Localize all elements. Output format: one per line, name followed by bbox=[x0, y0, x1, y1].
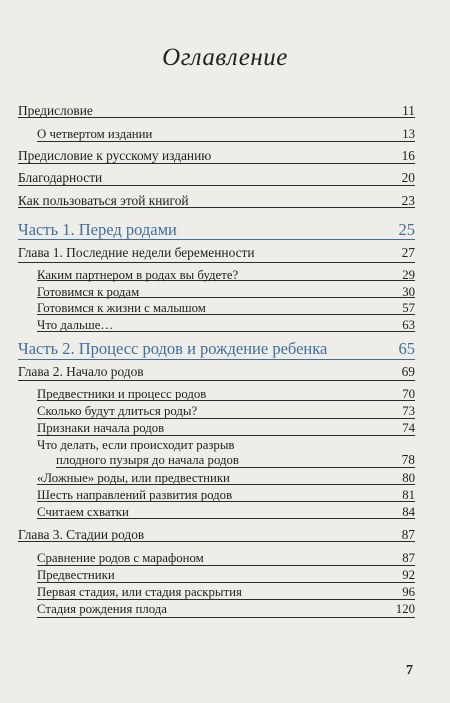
toc-entry-label: Сравнение родов с марафоном bbox=[37, 551, 204, 565]
toc-entry-page: 63 bbox=[402, 318, 415, 332]
toc-entry-label: Глава 1. Последние недели беременности bbox=[18, 245, 255, 260]
toc-entry-label: Благодарности bbox=[18, 170, 103, 185]
toc-entry bbox=[0, 126, 450, 144]
toc-entry bbox=[0, 103, 450, 121]
toc-entry-label: Как пользоваться этой книгой bbox=[18, 193, 189, 208]
toc-leader-rule bbox=[37, 435, 415, 436]
toc-entry-page: 23 bbox=[401, 193, 415, 208]
toc-entry-page: 57 bbox=[402, 301, 415, 315]
toc-leader-rule bbox=[18, 163, 415, 164]
toc-entry-label: Предвестники bbox=[37, 568, 115, 582]
toc-entry-page: 13 bbox=[402, 127, 415, 141]
toc-leader-rule bbox=[37, 518, 415, 519]
toc-entry bbox=[0, 470, 450, 488]
toc-entry-page: 27 bbox=[401, 245, 415, 260]
toc-entry-page: 16 bbox=[401, 148, 415, 163]
toc-entry bbox=[0, 584, 450, 602]
toc-entry-label: О четвертом издании bbox=[37, 127, 153, 141]
toc-leader-rule bbox=[37, 599, 415, 600]
toc-entry-label: Считаем схватки bbox=[37, 505, 129, 519]
toc-entry-page: 25 bbox=[398, 220, 415, 239]
toc-leader-rule bbox=[37, 314, 415, 315]
toc-entry-label: Первая стадия, или стадия раскрытия bbox=[37, 585, 242, 599]
toc-leader-rule bbox=[18, 380, 415, 381]
toc-leader-rule bbox=[18, 239, 415, 240]
toc-leader-rule bbox=[56, 467, 415, 468]
toc-entry-page: 84 bbox=[402, 505, 415, 519]
toc-entry-label: плодного пузыря до начала родов bbox=[56, 453, 239, 467]
toc-leader-rule bbox=[37, 141, 415, 142]
toc-entry bbox=[0, 550, 450, 568]
toc-entry-page: 78 bbox=[401, 452, 415, 467]
toc-entry bbox=[0, 504, 450, 522]
toc-entry-page: 74 bbox=[402, 421, 415, 435]
toc-entry bbox=[0, 527, 450, 545]
toc-leader-rule bbox=[37, 280, 415, 281]
toc-leader-rule bbox=[18, 207, 415, 208]
toc-entry bbox=[0, 420, 450, 438]
toc-entry bbox=[0, 567, 450, 585]
toc-leader-rule bbox=[18, 541, 415, 542]
toc-entry-page: 92 bbox=[402, 568, 415, 582]
page-title: Оглавление bbox=[162, 44, 288, 71]
page-number: 7 bbox=[406, 663, 413, 678]
toc-entry-page: 11 bbox=[402, 103, 415, 118]
toc-leader-rule bbox=[18, 359, 415, 360]
toc-leader-rule bbox=[37, 331, 415, 332]
toc-entry-label: Часть 1. Перед родами bbox=[18, 220, 177, 239]
toc-leader-rule bbox=[37, 565, 415, 566]
toc-entry-label: Шесть направлений развития родов bbox=[37, 488, 233, 502]
toc-entry bbox=[0, 340, 450, 358]
toc-entry bbox=[0, 300, 450, 318]
toc-entry-label: Что дальше… bbox=[37, 318, 114, 332]
toc-entry bbox=[0, 364, 450, 382]
toc-leader-rule bbox=[37, 582, 415, 583]
toc-entry-label: Глава 3. Стадии родов bbox=[18, 527, 145, 542]
toc-leader-rule bbox=[37, 297, 415, 298]
toc-entry-page: 87 bbox=[402, 551, 415, 565]
toc-leader-rule bbox=[18, 262, 415, 263]
toc-leader-rule bbox=[37, 501, 415, 502]
toc-entry-page: 70 bbox=[402, 387, 415, 401]
toc-entry-label: Что делать, если происходит разрыв bbox=[37, 438, 235, 452]
toc-entry-label: Признаки начала родов bbox=[37, 421, 165, 435]
toc-entry-page: 69 bbox=[401, 364, 415, 379]
toc-entry-page: 81 bbox=[402, 488, 415, 502]
toc-entry bbox=[0, 245, 450, 263]
toc-entry-label: Часть 2. Процесс родов и рождение ребенка bbox=[18, 339, 328, 358]
toc-entry-label: Глава 2. Начало родов bbox=[18, 364, 144, 379]
toc-entry-label: Предисловие bbox=[18, 103, 93, 118]
toc-entry-page: 65 bbox=[398, 339, 415, 358]
toc-entry bbox=[0, 601, 450, 619]
toc-entry bbox=[0, 403, 450, 421]
toc-leader-rule bbox=[37, 418, 415, 419]
toc-entry bbox=[0, 267, 450, 285]
toc-entry-page: 96 bbox=[402, 585, 415, 599]
toc-entry-page: 20 bbox=[401, 170, 415, 185]
toc-leader-rule bbox=[37, 484, 415, 485]
toc-entry bbox=[0, 452, 450, 470]
toc-entry-label: Предвестники и процесс родов bbox=[37, 387, 207, 401]
toc-leader-rule bbox=[18, 185, 415, 186]
toc-entry bbox=[0, 148, 450, 166]
toc-entry bbox=[0, 386, 450, 404]
toc-entry bbox=[0, 487, 450, 505]
toc-entry bbox=[0, 193, 450, 211]
toc-entry bbox=[0, 221, 450, 239]
toc-entry bbox=[0, 317, 450, 335]
toc-entry-label: Предисловие к русскому изданию bbox=[18, 148, 212, 163]
toc-leader-rule bbox=[37, 617, 415, 618]
toc-leader-rule bbox=[37, 400, 415, 401]
toc-entry-page: 30 bbox=[402, 285, 415, 299]
toc-entry-label: Стадия рождения плода bbox=[37, 602, 167, 616]
toc-entry-label: Каким партнером в родах вы будете? bbox=[37, 268, 239, 282]
toc-entry-label: Готовимся к родам bbox=[37, 285, 140, 299]
toc-entry-page: 80 bbox=[402, 471, 415, 485]
toc-entry-label: «Ложные» роды, или предвестники bbox=[37, 471, 230, 485]
toc-leader-rule bbox=[18, 117, 415, 118]
toc-entry-page: 73 bbox=[402, 404, 415, 418]
toc-entry-page: 29 bbox=[402, 268, 415, 282]
toc-entry bbox=[0, 170, 450, 188]
toc-entry-page: 87 bbox=[401, 527, 415, 542]
toc-entry-label: Сколько будут длиться роды? bbox=[37, 404, 198, 418]
toc-entry-label: Готовимся к жизни с малышом bbox=[37, 301, 206, 315]
toc-entry-page: 120 bbox=[395, 602, 415, 616]
